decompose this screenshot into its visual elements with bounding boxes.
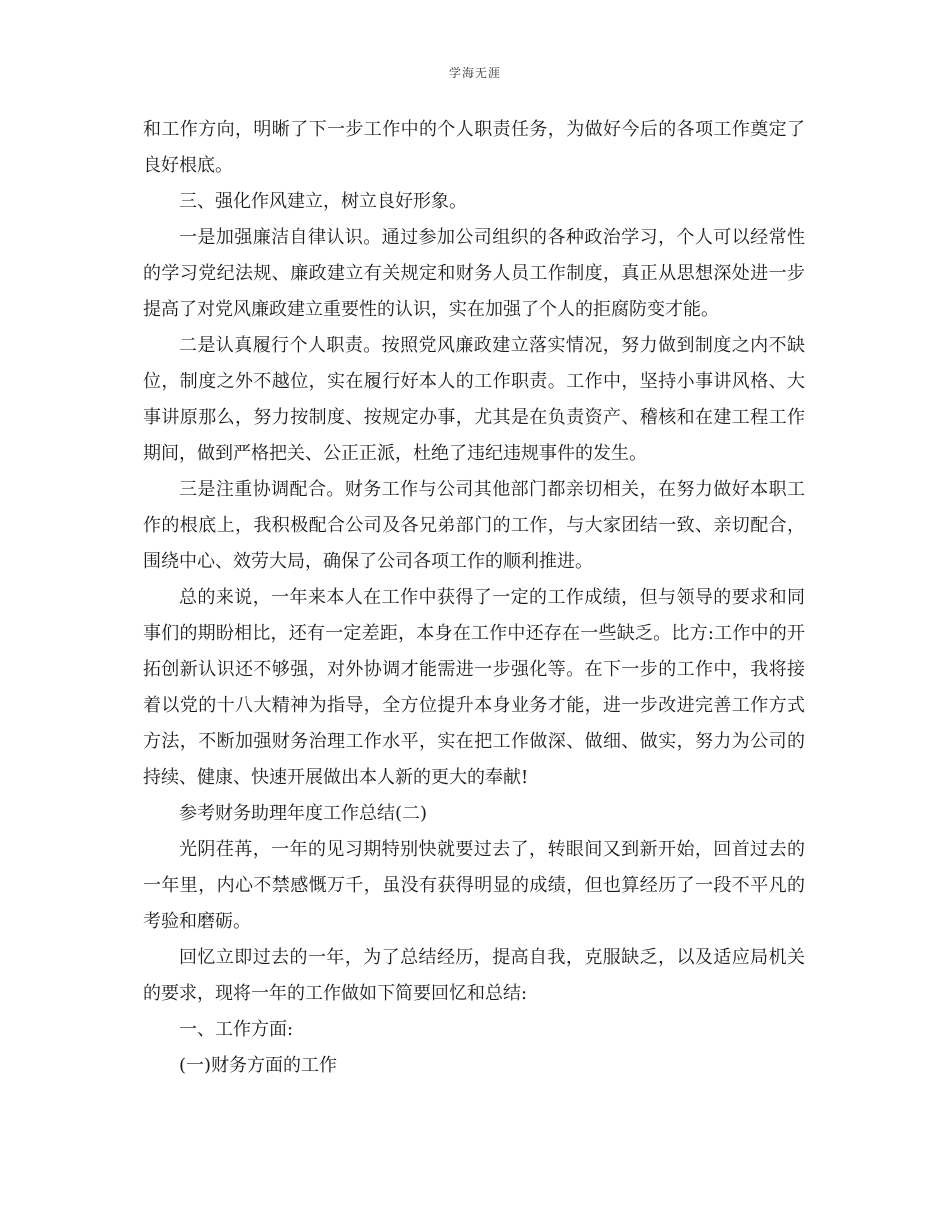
paragraph: 回忆立即过去的一年，为了总结经历，提高自我，克服缺乏，以及适应局机关的要求，现将一年的工作做如下简要回忆和总结:	[143, 947, 805, 1004]
paragraph: 一是加强廉洁自律认识。通过参加公司组织的各种政治学习，个人可以经常性的学习党纪法规、廉政建立有关规定和财务人员工作制度，真正从思想深处进一步提高了对党风廉政建立重要性的认识，实在加强了个人的拒腐防变才能。	[143, 227, 805, 320]
paragraph: 总的来说，一年来本人在工作中获得了一定的工作成绩，但与领导的要求和同事们的期盼相比，还有一定差距，本身在工作中还存在一些缺乏。比方:工作中的开拓创新认识还不够强，对外协调才能需进一步强化等。在下一步的工作中，我将接着以党的十八大精神为指导，全方位提升本身业务才能，进一步改进完善工作方式方法，不断加强财务治理工作水平，实在把工作做深、做细、做实，努力为公司的持续、健康、快速开展做出本人新的更大的奉献!	[143, 587, 805, 788]
section-heading: 一、工作方面:	[179, 1019, 294, 1040]
paragraph: 光阴荏苒，一年的见习期特别快就要过去了，转眼间又到新开始，回首过去的一年里，内心不禁感慨万千，虽没有获得明显的成绩，但也算经历了一段不平凡的考验和磨砺。	[143, 839, 805, 932]
paragraph: 二是认真履行个人职责。按照党风廉政建立落实情况，努力做到制度之内不缺位，制度之外不越位，实在履行好本人的工作职责。工作中，坚持小事讲风格、大事讲原那么，努力按制度、按规定办事，尤其是在负责资产、稽核和在建工程工作期间，做到严格把关、公正正派，杜绝了违纪违规事件的发生。	[143, 335, 805, 464]
section-heading: 三、强化作风建立，树立良好形象。	[179, 191, 467, 212]
subsection-heading: (一)财务方面的工作	[179, 1055, 338, 1076]
document-subtitle: 参考财务助理年度工作总结(二)	[179, 803, 428, 824]
document-body	[143, 112, 805, 1084]
page-header: 学海无涯	[448, 66, 501, 80]
paragraph: 三是注重协调配合。财务工作与公司其他部门都亲切相关，在努力做好本职工作的根底上，我积极配合公司及各兄弟部门的工作，与大家团结一致、亲切配合，围绕中心、效劳大局，确保了公司各项工作的顺利推进。	[143, 479, 805, 572]
paragraph: 和工作方向，明晰了下一步工作中的个人职责任务，为做好今后的各项工作奠定了良好根底。	[143, 119, 805, 176]
